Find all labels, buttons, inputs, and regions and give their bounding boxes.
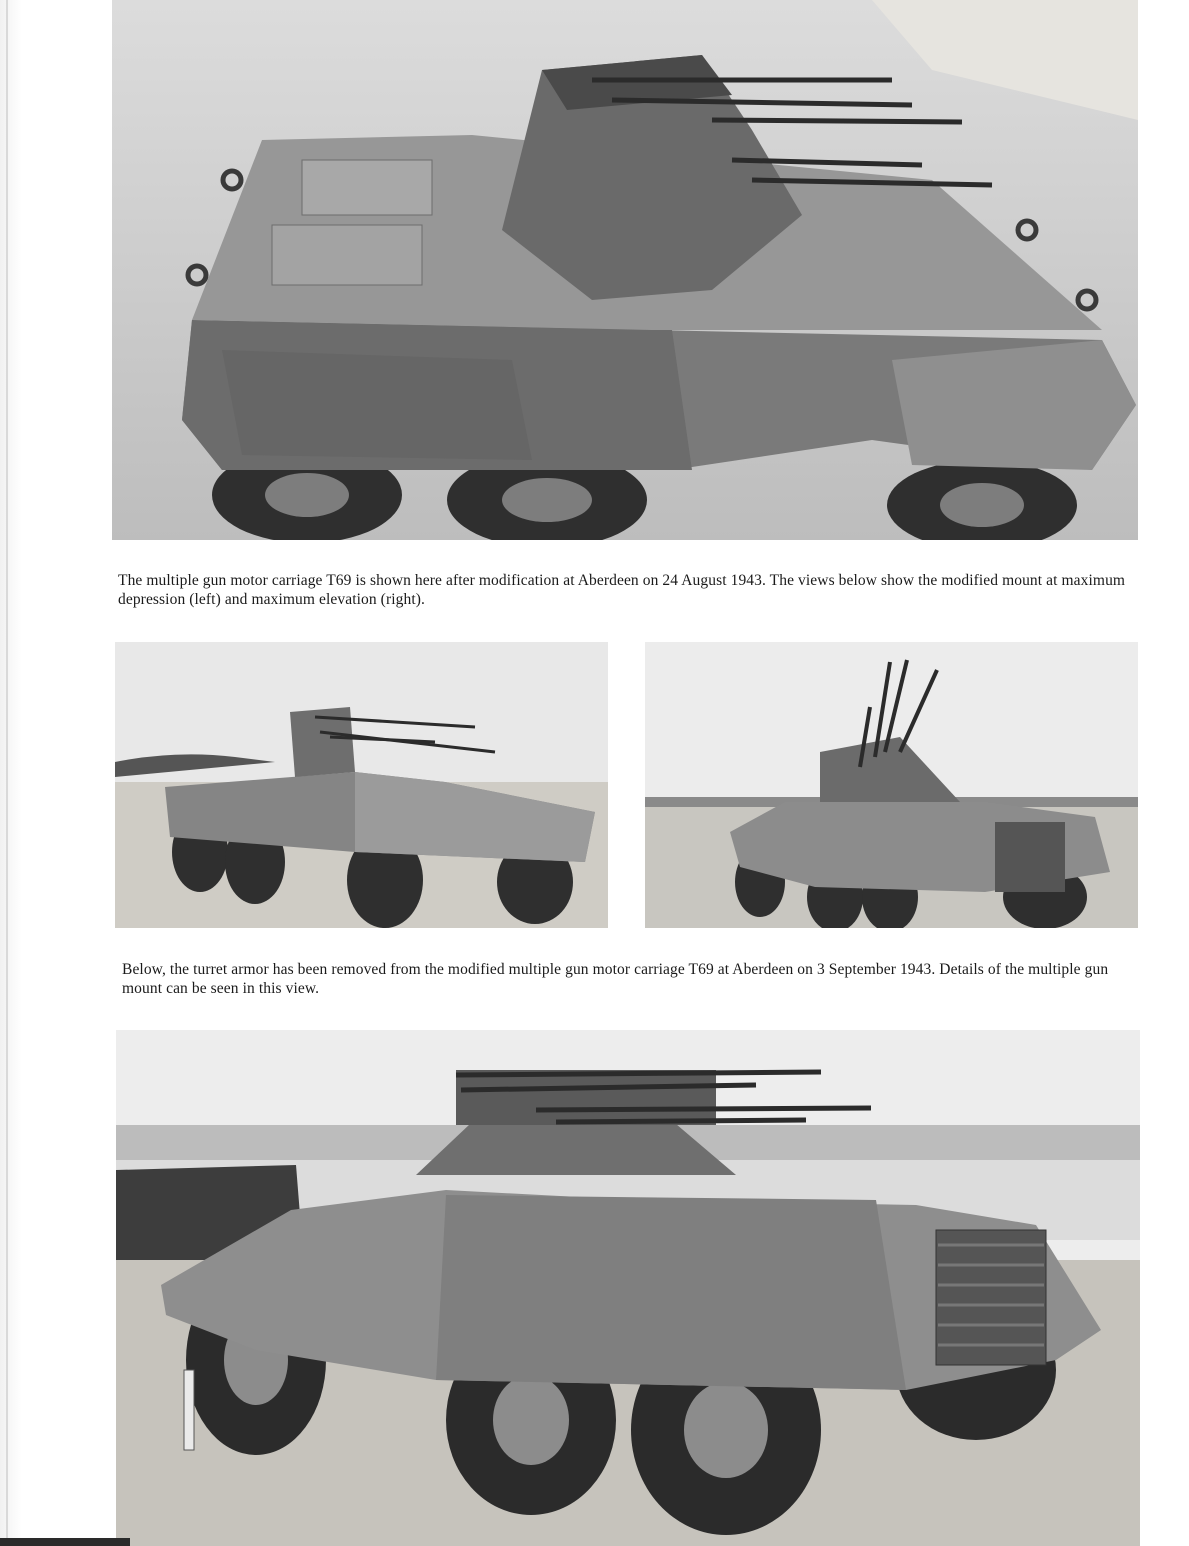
binding-edge [6, 0, 8, 1546]
page-edge-mark [0, 1538, 130, 1546]
t69-max-depression-photo [115, 642, 608, 928]
t69-max-elevation-photo [645, 642, 1138, 928]
t69-turret-armor-removed-photo [116, 1030, 1140, 1546]
page-gutter [0, 0, 22, 1546]
t69-overhead-photo [112, 0, 1138, 540]
middle-caption: Below, the turret armor has been removed from the modified multiple gun motor carriage T69 at Aberdeen on 3 September 1943. Details of the multiple gun mount can be seen in this view. [122, 961, 1109, 997]
top-caption: The multiple gun motor carriage T69 is shown here after modification at Aberdeen on 24 August 1943. The views below show the modified mount at maximum depression (left) and maximum elevation (right). [118, 572, 1126, 608]
